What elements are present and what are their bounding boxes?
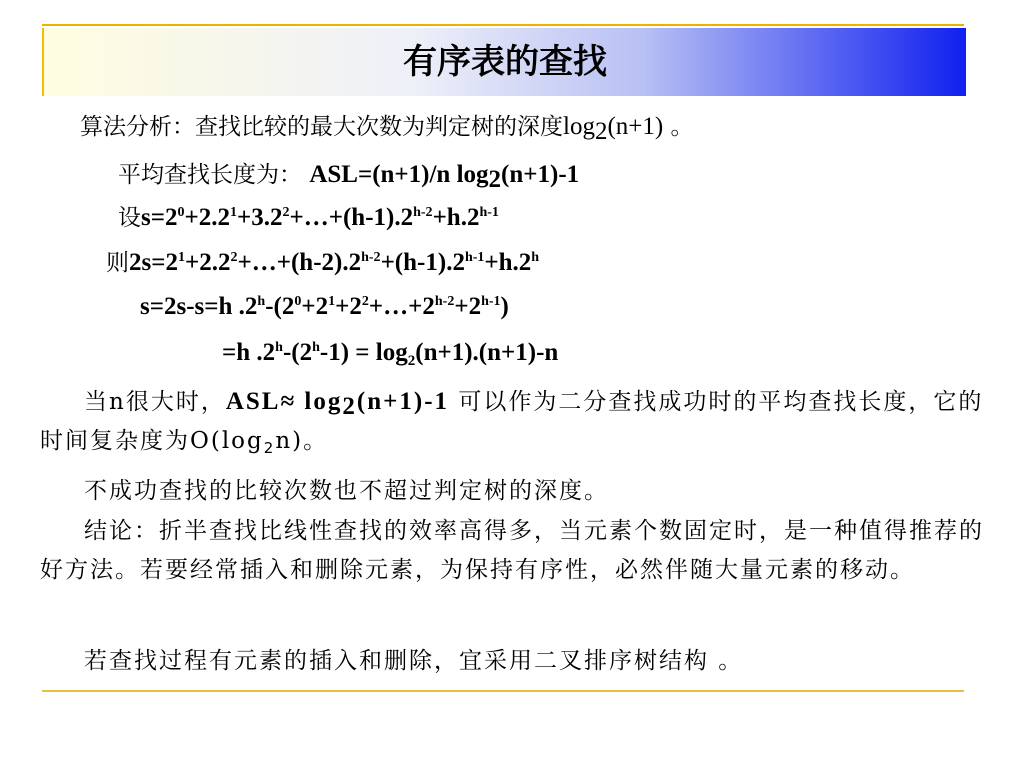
slide-title: 有序表的查找 [403, 42, 607, 82]
equation-s-lead: 设 [118, 205, 141, 231]
para1-log-base2: 2 [263, 439, 276, 457]
equation-result [222, 338, 558, 368]
equation-diff [140, 292, 509, 322]
equation-s-text: $s=2^0+2.2^1+3.2^2+\dots+(h-1).2^{h-2}+h.2^{h-1}$ [141, 204, 499, 231]
para1-arg: (n+1)-1 [356, 388, 450, 415]
equation-2s-text: $2s=2^1+2.2^2+\dots+(h-2).2^{h-2}+(h-1).2^{h-1}+h.2^h$ [129, 249, 540, 276]
para1-rest: 可以作为二分查找成功时的平均查找长度，它的时间复杂度为O(log [40, 389, 984, 454]
paragraph-bst: 若查找过程有元素的插入和删除，宜采用二叉排序树结构 。 [84, 648, 744, 674]
paragraph-unsuccessful: 不成功查找的比较次数也不超过判定树的深度。 [84, 478, 609, 504]
title-bar [42, 28, 966, 96]
analysis-label: 算法分析：查找比较的最大次数为判定树的深度 [80, 114, 563, 140]
analysis-log-arg: (n+1) [607, 113, 664, 140]
asl-expr-b: (n+1)-1 [501, 161, 580, 188]
paragraph-conclusion: 结论：折半查找比线性查找的效率高得多，当元素个数固定时，是一种值得推荐的好方法。若要经常插入和删除元素，为保持有序性，必然伴随大量元素的移动。 [40, 518, 984, 583]
asl-expr-a: ASL=(n+1)/n log [309, 161, 489, 188]
equation-diff-text: s=2s-s=h $.2^h-(2^0+2^1+2^2+\dots+2^{h-2}+2^{h-1})$ [140, 293, 509, 320]
para1-tail: n)。 [275, 428, 329, 454]
para1-lead: 当n很大时， [84, 389, 226, 415]
equation-result-text: =h $.2^h-(2^h-1) = \log_2(n+1).(n+1)-n$ [222, 339, 559, 369]
analysis-end: 。 [663, 114, 694, 140]
equation-s [118, 203, 499, 233]
analysis-log: log [563, 113, 595, 140]
asl-label: 平均查找长度为： [118, 162, 302, 188]
title-top-rule [42, 24, 964, 26]
equation-2s-lead: 则 [106, 250, 129, 276]
para1-log-base: 2 [342, 393, 357, 420]
analysis-log-base: 2 [594, 118, 608, 145]
paragraph-asl-large-n [40, 382, 992, 461]
bottom-rule [42, 690, 964, 692]
analysis-line [80, 112, 694, 145]
asl-line [118, 160, 580, 193]
para1-asl: ASL≈ log [225, 388, 343, 415]
asl-log-base: 2 [488, 166, 502, 193]
equation-2s [106, 248, 539, 278]
